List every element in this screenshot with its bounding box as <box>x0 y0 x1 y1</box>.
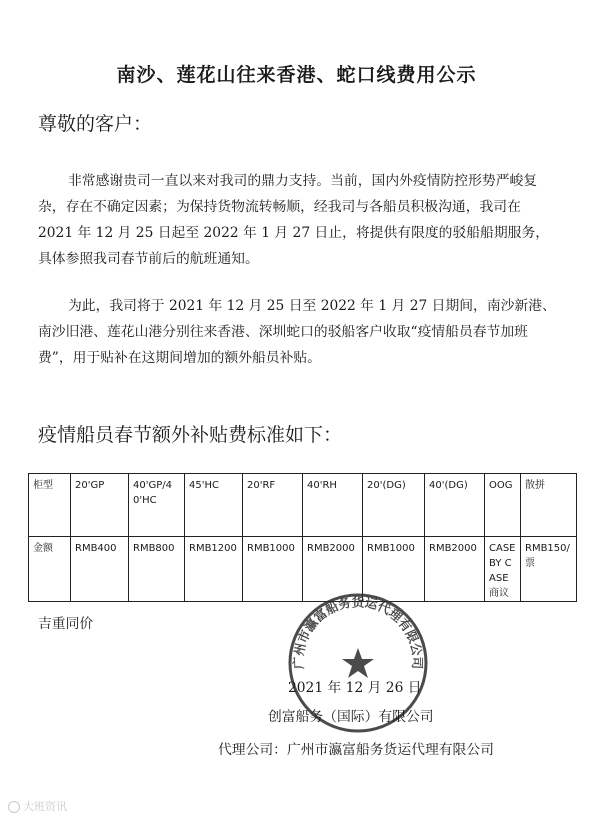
value-cell: RMB400 <box>71 537 129 602</box>
value-cell: RMB1000 <box>363 537 425 602</box>
value-cell: CASE BY CASE 商议 <box>485 537 521 602</box>
header-cell: 散拼 <box>521 474 577 537</box>
document-title: 南沙、莲花山往来香港、蛇口线费用公示 <box>116 64 477 86</box>
header-cell: 40'GP/40'HC <box>129 474 185 537</box>
value-cell: RMB1000 <box>243 537 303 602</box>
watermark-text: 大班资讯 <box>23 800 67 813</box>
value-cell: RMB2000 <box>303 537 363 602</box>
greeting: 尊敬的客户： <box>38 113 153 135</box>
header-cell: 45'HC <box>185 474 243 537</box>
header-cell: 柜型 <box>29 474 71 537</box>
header-cell: 20'(DG) <box>363 474 425 537</box>
fee-table-header-row <box>29 474 577 537</box>
svg-text:广州市瀛富船务货运代理有限公司: 广州市瀛富船务货运代理有限公司 <box>290 594 426 670</box>
header-cell: 40'RH <box>303 474 363 537</box>
header-cell: 20'RF <box>243 474 303 537</box>
fee-table-subtitle: 疫情船员春节额外补贴费标准如下： <box>38 424 343 446</box>
value-cell: RMB1200 <box>185 537 243 602</box>
header-cell: 20'GP <box>71 474 129 537</box>
closing-remark: 吉重同价 <box>38 616 94 632</box>
value-cell: RMB2000 <box>425 537 485 602</box>
company-name: 创富船务（国际）有限公司 <box>268 709 434 725</box>
watermark-icon <box>8 801 20 813</box>
value-cell: RMB800 <box>129 537 185 602</box>
header-cell: 40'(DG) <box>425 474 485 537</box>
header-cell: OOG <box>485 474 521 537</box>
watermark <box>8 798 67 814</box>
signature-date: 2021 年 12 月 26 日 <box>288 680 422 696</box>
value-cell: RMB150/票 <box>521 537 577 602</box>
agent-company: 代理公司：广州市瀛富船务货运代理有限公司 <box>218 742 494 758</box>
paragraph-2: 为此，我司将于 2021 年 12 月 25 日至 2022 年 1 月 27 日期间，南沙新港、南沙旧港、莲花山港分别往来香港、深圳蛇口的驳船客户收取“疫情船员春节加班费”，用于贴补在这期间增加的额外船员补贴。 <box>38 298 556 366</box>
value-cell: 金额 <box>29 537 71 602</box>
paragraph-1: 非常感谢贵司一直以来对我司的鼎力支持。当前，国内外疫情防控形势严峻复杂，存在不确定因素；为保持货物流转畅顺，经我司与各船员积极沟通，我司在 2021 年 12 月 25 日起至 2022 年 1 月 27 日止，将提供有限度的驳船船期服务，具体参照我司春节前后的航班通知。 <box>38 173 550 267</box>
fee-table <box>28 473 577 602</box>
